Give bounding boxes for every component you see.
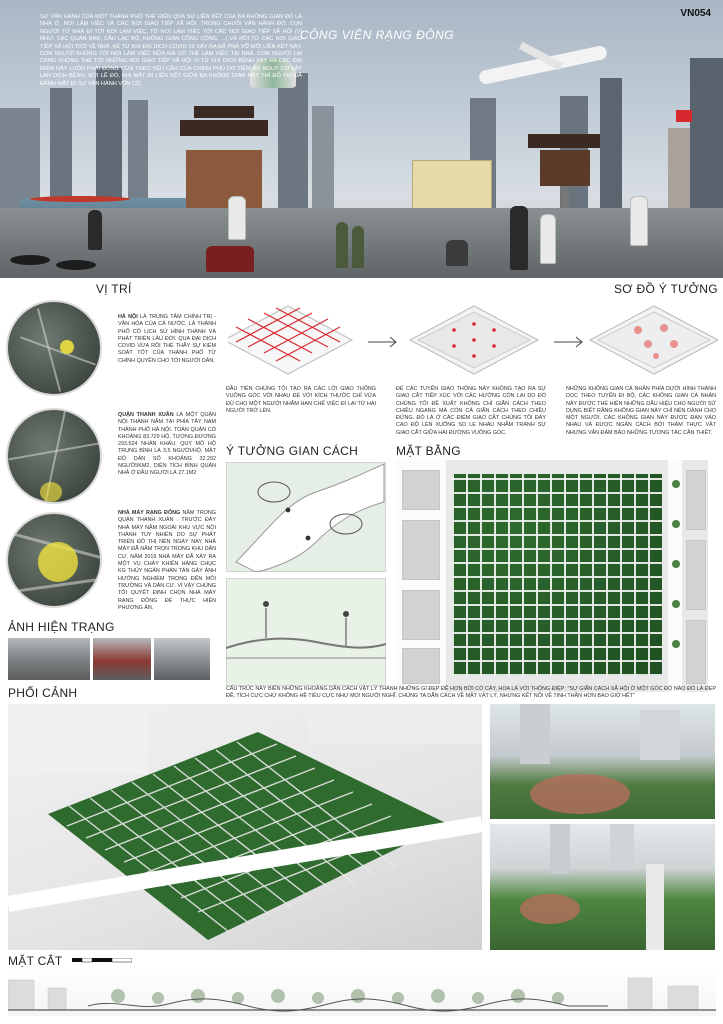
plan-building <box>402 520 440 580</box>
plan-building <box>402 590 440 640</box>
pagoda-roof <box>528 134 600 148</box>
person-figure <box>88 210 102 250</box>
existing-photo-3 <box>154 638 210 680</box>
concept-step-2: ĐỂ CÁC TUYẾN GIAO THÔNG NÀY KHÔNG TẠO RA SỰ GIAO CẮT TIẾP XÚC VỚI CÁC HƯỚNG CÒN LẠI DO ĐÓ CHÚNG TÔI ĐỀ XUẤT KHÔNG CHỈ GIÃN CÁCH THEO CHIỀU NGANG MÀ CÒN CẢ GIÃN CÁCH THEO CHIỀU ĐỨNG. ĐÓ LÀ Ở CÁC ĐIỂM GIAO CẮT CHÚNG TÔI ĐẨY CAO ĐỘ LÊN XUỐNG SO LE NHAU NHẰM TRÁNH SỰ GIAO CẮT GIỮA HAI ĐƯỜNG VUÔNG GÓC. <box>396 386 546 436</box>
render-building <box>550 824 570 874</box>
perspective-caption: CẤU TRÚC NÀY BIẾN NHỮNG KHOẢNG DÃN CÁCH VẬT LÝ THÀNH NHỮNG GÌ ĐẸP ĐẼ HƠN BỞI CÓ CÂY, HOA LÁ VỚI THÔNG ĐIỆP: "SỰ GIÃN CÁCH XÃ HỘI Ở MỘT GÓC ĐỘ NÀO ĐÓ LÀ ĐẸP ĐẼ, TÍCH CỰC CHỨ KHÔNG HỀ TIÊU CỰC NHƯ MỌI NGƯỜI NGHĨ. CHÚNG TA DÃN CÁCH VỀ MẶT VẬT LÝ, NHƯNG KẾT NỐI VỀ TINH THẦN HƠN BAO GIỜ HẾT" <box>226 686 716 700</box>
concept-diagram-2 <box>410 306 538 374</box>
drone <box>10 255 50 265</box>
poster-code: VN054 <box>680 8 711 19</box>
section-title-distancing: Ý TƯỞNG GIAN CÁCH <box>226 444 359 458</box>
motorbike <box>206 246 254 272</box>
section-drawing <box>8 968 716 1016</box>
skyline-building <box>600 78 622 218</box>
aerial-grid-render <box>8 704 482 950</box>
plan-road <box>668 460 682 692</box>
concept-step-1: ĐẦU TIÊN CHÚNG TÔI TẠO RA CÁC LỚI GIAO THÔNG VUÔNG GÓC VỚI NHAU ĐỂ VỚI KÍCH THƯỚC CHỈ VỪA ĐỦ CHO MỘT NGƯỜI NHẰM HẠN CHẾ VIỆC ĐI LẠI TỪ HAI NGƯỜI TRỞ LÊN. <box>226 386 376 414</box>
perspective-render-seating <box>490 704 715 819</box>
tree-icon <box>672 480 680 488</box>
tree-icon <box>672 520 680 528</box>
arrow-icon <box>554 337 582 347</box>
section-title-location: VỊ TRÍ <box>96 282 132 296</box>
tree-icon <box>672 640 680 648</box>
concept-diagram-3 <box>590 306 718 374</box>
drone <box>56 260 96 270</box>
plan-building <box>686 620 706 684</box>
render-building <box>520 704 550 764</box>
render-building <box>640 710 680 760</box>
plan-building <box>686 540 706 610</box>
perspective-render-walkway <box>490 824 715 950</box>
location-highlight <box>38 542 78 582</box>
plan-building <box>686 470 706 530</box>
health-worker-figure <box>228 196 246 240</box>
concept-diagrams <box>228 300 718 380</box>
existing-photo-2 <box>93 638 151 680</box>
section-title-plan: MẶT BẰNG <box>396 444 461 458</box>
section-title-concept: SƠ ĐỒ Ý TƯỞNG <box>614 282 718 296</box>
location-highlight <box>60 340 74 354</box>
tree-icon <box>672 600 680 608</box>
soldier-figure <box>336 222 348 268</box>
intro-text: SỰ VẬN HÀNH CỦA MỘT THÀNH PHỐ THỂ HIỆN QUA SỰ LIÊN KẾT CỦA BA KHÔNG GIAN ĐÓ LÀ NHÀ Ở, NƠI LÀM VIỆC VÀ CÁC NƠI GIAO TIẾP XÃ HỘI. TRONG CHUỖI VẬN HÀNH ĐÓ, CON NGƯỜI TỪ NHÀ ĐI TỚI NƠI LÀM VIỆC, TỪ NƠI LÀM VIỆC TỚI CÁC NƠI GIAO TIẾP XÃ HỘI (VÍ NHƯ: CÁC QUÁN BAR, CÂU LẠC BỘ, KHÔNG GIAN CÔNG CỘNG, ...) VÀ RỒI TỪ CÁC NƠI GIAO TIẾP XÃ HỘI TRỞ VỀ NHÀ. KỂ TỪ KHI ĐẠI DỊCH COVID-19 XẢY RA ĐÃ PHÁ VỠ MỐI LIÊN KẾT NÀY. CON NGƯỜI KHÔNG TỚI NƠI LÀM VIỆC NỮA MÀ CÓ THỂ LÀM VIỆC TẠI NHÀ, CON NGƯỜI LẠI CÀNG KHÔNG THỂ TỚI NHỮNG NƠI GIAO TIẾP XÃ HỘI VÌ TỪ KHI DỊCH BỆNH XẢY RA CÁC ĐỊA ĐIỂM NÀY LUÔN PHẢI ĐÓNG CỬA THEO YÊU CẦU CỦA CHÍNH PHỦ DO TIỀM ẨN NGUY CƠ LÂY LAN DỊCH BỆNH, BỞI LẼ ĐÓ, KHI MẤT ĐI LIÊN KẾT GIỮA BA KHÔNG GIAN NÀY THÌ ĐÔ THỊ ĐÃ ĐÁNH MẤT ĐI SỰ VẬN HÀNH VỐN CÓ. <box>40 14 302 87</box>
location-highlight <box>40 482 62 502</box>
khue-van-cac-gate <box>186 150 262 214</box>
skyline-building <box>690 58 723 218</box>
distancing-plan-diagram <box>226 462 386 572</box>
brick-paving <box>530 774 630 814</box>
section-title-perspective: PHỐI CẢNH <box>8 686 78 700</box>
vietnam-flag <box>676 110 692 122</box>
health-worker-figure <box>630 196 648 246</box>
render-building <box>610 824 634 870</box>
section-title-section: MẶT CẮT <box>8 954 63 968</box>
hero-collage <box>0 0 723 278</box>
airplane <box>478 45 608 86</box>
location-map-thanh-xuan <box>6 408 102 504</box>
existing-photo-1 <box>8 638 90 680</box>
pagoda-roof <box>194 106 254 118</box>
plan-building <box>402 470 440 510</box>
health-worker-figure <box>540 214 556 264</box>
distancing-section-diagram <box>226 578 386 686</box>
plan-building <box>402 648 440 684</box>
person-figure <box>510 206 528 270</box>
perspective-aerial-render <box>8 704 482 950</box>
site-plan <box>396 460 708 692</box>
location-map-rang-dong <box>6 512 102 608</box>
poster-title: CÔNG VIÊN RẠNG ĐÔNG <box>299 28 455 42</box>
skyline-building <box>278 73 308 218</box>
plan-tree-grid <box>452 474 662 676</box>
location-text-thanh-xuan: QUẬN THANH XUÂN LÀ MỘT QUẬN NỘI THÀNH NẰM TẠI PHÍA TÂY NAM THÀNH PHỐ HÀ NỘI. TOÀN QUẬN CÓ KHOẢNG 83.729 HỘ, TƯƠNG ĐƯƠNG 293.524 NHÂN KHẨU, QUY MÔ HỘ TRUNG BÌNH LÀ 3,5 NGƯỜI/HỘ, MẬT ĐỘ DÂN SỐ KHOẢNG 32.292 NGƯỜI/KM2, DIỆN TÍCH BÌNH QUÂN NHÀ Ở ĐẦU NGƯỜI LÀ 27.1M2 <box>118 412 216 477</box>
location-text-rang-dong: NHÀ MÁY RẠNG ĐÔNG NẰM TRONG QUẬN THANH XUÂN . TRƯỚC ĐÂY NHÀ MÁY NẰM NGOÀI KHU VỰC NỘI THÀNH TUY NHIÊN DO SỰ PHÁT TRIỂN ĐÔ THỊ NÊN NGÀY NAY NHÀ MÁY ĐÃ NẰM TRỌN TRONG KHU DÂN CƯ. NĂM 2019 NHÀ MÁY ĐÃ XẢY RA MỘT VỤ CHÁY KHIẾN HÀNG CHỤC KG THỦY NGÂN PHÁN TÁN GÂY ẢNH HƯỞNG NGHIÊM TRỌNG ĐẾN MÔI TRƯỜNG VÀ DÂN CƯ. VÌ VẬY CHÚNG TÔI QUYẾT ĐỊNH CHỌN NHÀ MÁY RẠNG ĐÔNG ĐỂ THỰC HIỆN PHƯƠNG ÁN. <box>118 510 216 611</box>
scale-bar <box>72 958 132 966</box>
tree-icon <box>672 560 680 568</box>
pagoda-roof <box>180 120 268 136</box>
location-map-hanoi <box>6 300 102 396</box>
motorbike <box>446 240 468 266</box>
site-section <box>8 968 716 1016</box>
elevated-walkway <box>646 864 664 950</box>
soldier-figure <box>352 226 364 268</box>
section-title-existing: ẢNH HIỆN TRẠNG <box>8 620 115 634</box>
location-text-hanoi: HÀ NỘI LÀ TRUNG TÂM CHÍNH TRỊ - VĂN HÓA CỦA CẢ NƯỚC. LÀ THÀNH PHỐ CÓ LỊCH SỬ HÌNH THÀNH VÀ PHÁT TRIỂN LÂU ĐỜI. QUA ĐẠI DỊCH COVID VỪA RỒI THỂ THẤY SỰ KIỂM SOÁT TỐT CỦA THÀNH PHỐ TỪ CHÍNH QUYỀN CHO TỚI NGƯỜI DÂN. <box>118 314 216 364</box>
concept-step-3: NHỮNG KHÔNG GIAN CÁ NHÂN PHÍA DƯỚI HÌNH THÀNH DỌC THEO TUYẾN ĐI BỘ, CÁC KHÔNG GIAN CÁ NHÂN NÀY ĐƯỢC THỂ HIỆN NHỮNG DẤU HIỆU CHO NGƯỜI SỬ DỤNG BIẾT RẰNG KHÔNG GIAN NÀY CHỈ NÊN DÀNH CHO MỘT NGƯỜI. CÁC KHÔNG GIAN NÀY ĐƯỢC ĐAN VÀO NHAU VÀ ĐƯỢC NGĂN CÁCH BỞI THẢM THỰC VẬT NHƯNG VẪN ĐẢM BẢO NHỮNG TƯƠNG TÁC CẦN THIẾT. <box>566 386 716 436</box>
brick-paving <box>520 894 580 924</box>
arrow-icon <box>368 337 396 347</box>
the-huc-bridge <box>30 196 130 202</box>
skyline-building <box>312 106 334 218</box>
flag-tower <box>668 128 690 218</box>
concept-diagram-1 <box>228 306 352 374</box>
one-pillar-pagoda <box>540 150 590 186</box>
